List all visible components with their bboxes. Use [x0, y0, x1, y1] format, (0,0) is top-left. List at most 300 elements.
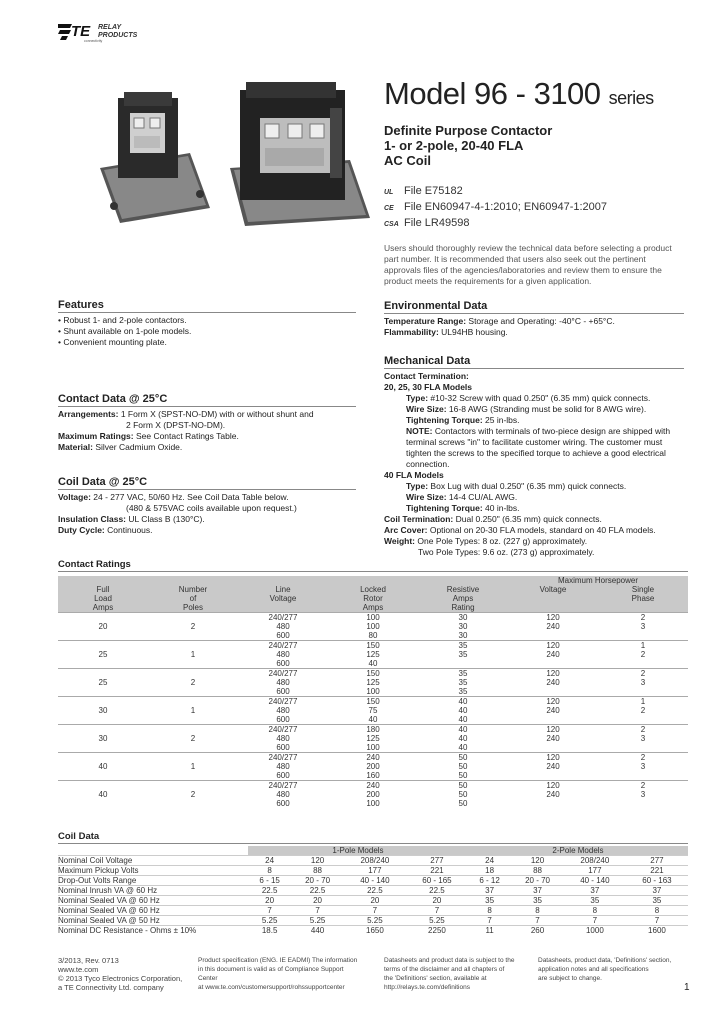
table-row [58, 650, 688, 659]
table-cell: 2 [190, 790, 196, 799]
table-cell: 200 [366, 790, 380, 799]
table-cell: 277 [650, 856, 664, 865]
table-cell: 125 [366, 678, 380, 687]
table-cell: 1 [190, 706, 196, 715]
table-cell: 2 [190, 734, 196, 743]
table-cell: 480 [276, 622, 290, 631]
table-row [58, 926, 688, 936]
table-cell: 125 [366, 650, 380, 659]
spec-value: UL Class B (130°C). [128, 514, 205, 524]
table-cell: 240 [546, 734, 560, 743]
mechanical-heading: Mechanical Data [384, 355, 684, 369]
table-cell: 208/240 [580, 856, 610, 865]
table-cell: 8 [592, 906, 598, 915]
table-cell: 20 [370, 896, 380, 905]
table-cell: 2 [640, 706, 646, 715]
cert-file: File EN60947-4-1:2010; EN60947-1:2007 [404, 201, 608, 213]
spec-label: Tightening Torque: [406, 415, 483, 425]
spec-value: Storage and Operating: -40°C - +65°C. [468, 316, 615, 326]
table-cell [148, 687, 238, 697]
coil-table-heading: Coil Data [58, 831, 688, 844]
table-cell: 20 [432, 896, 442, 905]
table-cell: 1650 [366, 926, 384, 935]
table-cell: 277 [430, 856, 444, 865]
certifications [384, 183, 607, 231]
table-cell: 50 [458, 799, 468, 808]
table-cell: 240/277 [268, 613, 298, 622]
table-cell: 240 [546, 706, 560, 715]
csa-mark-icon: CSA [384, 221, 399, 228]
table-cell [508, 799, 598, 808]
col-header: Locked Rotor Amps [328, 585, 418, 613]
footer-link[interactable]: http://relays.te.com/definitions [384, 984, 470, 991]
coil-data-table [58, 846, 688, 935]
table-cell [148, 753, 238, 763]
table-cell: 120 [546, 613, 560, 622]
spec-label: Flammability: [384, 327, 439, 337]
table-cell: 2 [640, 650, 646, 659]
table-cell: 35 [458, 687, 468, 696]
hp-group-header: Maximum Horsepower [508, 576, 688, 585]
table-cell: 50 [458, 762, 468, 771]
table-cell: 7 [592, 916, 598, 925]
page-title [384, 76, 654, 112]
spec-label: Voltage: [58, 492, 91, 502]
contact-ratings-table [58, 576, 688, 808]
spec-value: Box Lug with dual 0.250" (6.35 mm) quick connects. [430, 481, 627, 491]
table-row [58, 743, 688, 753]
table-cell: 37 [590, 886, 600, 895]
row-label: Nominal DC Resistance - Ohms ± 10% [58, 926, 197, 935]
list-item: • Shunt available on 1-pole models. [58, 326, 356, 337]
table-cell: 2 [640, 753, 646, 762]
table-row [58, 659, 688, 669]
table-cell [58, 771, 148, 781]
table-cell [58, 631, 148, 641]
table-cell [598, 715, 688, 725]
table-cell [148, 771, 238, 781]
environmental-heading: Environmental Data [384, 300, 684, 314]
footer-link[interactable]: www.te.com [58, 965, 99, 974]
contact-ratings-section [58, 559, 688, 808]
two-pole-contactor-image [230, 82, 370, 226]
table-cell: 100 [366, 687, 380, 696]
table-cell: 1 [190, 650, 196, 659]
col-header: Number of Poles [148, 585, 238, 613]
col-header: Single Phase [598, 585, 688, 613]
table-cell: 480 [276, 706, 290, 715]
footer-line: the 'Definitions' section, available at [384, 975, 487, 982]
table-cell: 35 [458, 641, 468, 650]
table-cell: 5.25 [367, 916, 383, 925]
list-item: • Robust 1- and 2-pole contactors. [58, 315, 356, 326]
table-cell: 30 [98, 706, 108, 715]
spec-value: Continuous. [107, 525, 153, 535]
table-cell: 600 [276, 771, 290, 780]
table-cell: 240/277 [268, 725, 298, 734]
table-row [58, 856, 688, 866]
cert-file: File E75182 [404, 185, 463, 197]
table-cell [58, 799, 148, 808]
coil-data-section [58, 476, 356, 536]
col-header: Voltage [508, 585, 598, 613]
ul-mark-icon: UL [384, 189, 394, 196]
table-row [58, 715, 688, 725]
table-cell: 50 [458, 771, 468, 780]
table-cell: 600 [276, 687, 290, 696]
table-cell: 25 [98, 650, 108, 659]
table-cell: 6 - 15 [259, 876, 280, 885]
spec-label: Arc Cover: [384, 525, 428, 535]
features-list [58, 315, 356, 348]
table-cell: 20 [265, 896, 275, 905]
spec-label: Material: [58, 442, 93, 452]
table-cell: 100 [366, 622, 380, 631]
table-cell: 3 [640, 622, 646, 631]
table-cell: 40 [458, 715, 468, 724]
table-cell: 35 [458, 650, 468, 659]
table-row [58, 687, 688, 697]
product-photo [90, 68, 375, 228]
table-cell: 120 [546, 669, 560, 678]
table-row [58, 706, 688, 715]
table-cell: 35 [458, 669, 468, 678]
spec-label: Coil Termination: [384, 514, 454, 524]
spec-label: Maximum Ratings: [58, 431, 134, 441]
table-cell: 221 [430, 866, 444, 875]
table-cell [598, 631, 688, 641]
table-cell [598, 799, 688, 808]
model-name: Model 96 - 3100 [384, 76, 601, 111]
contact-data-section [58, 393, 356, 453]
table-cell: 37 [652, 886, 662, 895]
table-cell: 480 [276, 678, 290, 687]
table-cell: 88 [533, 866, 542, 875]
table-cell: 30 [458, 613, 468, 622]
table-cell: 3 [640, 790, 646, 799]
row-label: Nominal Sealed VA @ 60 Hz [58, 906, 160, 915]
table-cell: 20 [98, 622, 108, 631]
table-cell: 40 [458, 725, 468, 734]
table-cell: 600 [276, 799, 290, 808]
table-cell: 8 [267, 866, 272, 875]
group-header: 2-Pole Models [468, 846, 688, 856]
table-cell: 25 [98, 678, 108, 687]
table-cell: 120 [310, 856, 325, 865]
table-cell: 37 [533, 886, 542, 895]
table-cell: 35 [590, 896, 600, 905]
table-cell: 40 - 140 [360, 876, 390, 885]
spec-value: See Contact Ratings Table. [135, 431, 239, 441]
table-cell [148, 659, 238, 669]
table-cell [58, 613, 148, 623]
subtitle-line: AC Coil [384, 153, 431, 168]
col-header: Full Load Amps [58, 585, 148, 613]
table-cell: 88 [313, 866, 323, 875]
table-row [58, 697, 688, 707]
table-cell: 50 [458, 781, 468, 790]
table-row [58, 678, 688, 687]
footer-line: Datasheets, product data, 'Definitions' section, [538, 957, 672, 964]
table-cell [148, 725, 238, 735]
table-cell: 7 [434, 906, 440, 915]
row-label: Nominal Sealed VA @ 50 Hz [58, 916, 160, 925]
table-cell: 600 [276, 715, 290, 724]
table-cell: 8 [535, 906, 540, 915]
table-row [58, 866, 688, 876]
table-cell: 80 [368, 631, 378, 640]
table-row [58, 771, 688, 781]
table-cell: 120 [546, 725, 560, 734]
table-cell [58, 725, 148, 735]
mechanical-section [384, 355, 684, 558]
table-cell: 35 [533, 896, 542, 905]
environmental-section [384, 300, 684, 338]
table-row [58, 753, 688, 763]
table-cell: 150 [366, 697, 380, 706]
table-cell [58, 715, 148, 725]
table-cell [508, 659, 598, 669]
spec-value: #10-32 Screw with quad 0.250" (6.35 mm) quick connects. [430, 393, 651, 403]
group-title: 40 FLA Models [384, 470, 444, 480]
table-cell: 20 - 70 [305, 876, 331, 885]
table-cell [148, 631, 238, 641]
table-cell [598, 771, 688, 781]
footer-line: Product specification (ENG. IE EADMI) The information [198, 957, 358, 964]
table-cell [148, 697, 238, 707]
spec-label: Duty Cycle: [58, 525, 105, 535]
spec-value: 25 in-lbs. [485, 415, 520, 425]
spec-label: Arrangements: [58, 409, 119, 419]
table-cell: 35 [652, 896, 662, 905]
table-cell: 50 [458, 753, 468, 762]
contact-data-heading: Contact Data @ 25°C [58, 393, 356, 407]
table-cell: 30 [98, 734, 108, 743]
spec-value: 24 - 277 VAC, 50/60 Hz. See Coil Data Table below. [93, 492, 289, 502]
spec-value: One Pole Types: 8 oz. (227 g) approximately. [417, 536, 588, 546]
footer-line: 3/2013, Rev. 0713 [58, 956, 119, 965]
table-cell: 240 [366, 781, 380, 790]
table-cell: 100 [366, 743, 380, 752]
selection-notice: Users should thoroughly review the technical data before selecting a product part number. It is recommended that users also seek out the pertinent approvals files of the agencies/laboratories and review them to ensure the product meets the requirements for a given application. [384, 243, 672, 286]
table-cell: 600 [276, 743, 290, 752]
footer-line: © 2013 Tyco Electronics Corporation, [58, 974, 183, 983]
page-number: 1 [684, 982, 690, 993]
table-cell: 600 [276, 659, 290, 668]
spec-value: Two Pole Types: 9.6 oz. (273 g) approximately. [418, 547, 595, 557]
table-cell: 2 [640, 669, 646, 678]
table-cell: 480 [276, 762, 290, 771]
table-cell: 208/240 [360, 856, 390, 865]
table-cell: 180 [366, 725, 380, 734]
table-cell: 480 [276, 790, 290, 799]
division-name: RELAY PRODUCTS [98, 24, 138, 39]
table-cell [148, 641, 238, 651]
table-cell: 5.25 [309, 916, 326, 925]
table-cell [148, 613, 238, 623]
table-cell: 22.5 [367, 886, 383, 895]
footer-col-4 [538, 956, 678, 983]
table-row [58, 762, 688, 771]
table-cell: 120 [546, 697, 560, 706]
table-cell: 7 [535, 916, 540, 925]
row-label: Drop-Out Volts Range [58, 876, 137, 885]
table-cell: 125 [366, 734, 380, 743]
table-cell: 3 [640, 734, 646, 743]
row-label: Nominal Coil Voltage [58, 856, 133, 865]
table-cell: 150 [366, 669, 380, 678]
row-label: Maximum Pickup Volts [58, 866, 139, 875]
table-cell: 7 [654, 916, 660, 925]
table-cell: 2 [640, 781, 646, 790]
features-section [58, 299, 356, 348]
table-cell: 440 [310, 926, 325, 935]
table-cell: 240 [546, 678, 560, 687]
table-cell: 60 - 163 [642, 876, 672, 885]
table-cell: 24 [265, 856, 275, 865]
table-cell: 3 [640, 678, 646, 687]
table-cell [58, 753, 148, 763]
table-cell: 240 [546, 762, 560, 771]
table-cell [58, 687, 148, 697]
table-cell: 480 [276, 734, 290, 743]
table-cell: 20 - 70 [525, 876, 550, 885]
table-cell: 22.5 [261, 886, 278, 895]
table-cell: 30 [458, 622, 468, 631]
table-cell: 40 [458, 706, 468, 715]
footer-line: a TE Connectivity Ltd. company [58, 983, 164, 992]
table-cell: 240/277 [268, 781, 298, 790]
table-cell [418, 659, 508, 669]
contact-ratings-heading: Contact Ratings [58, 559, 688, 572]
table-cell [508, 687, 598, 697]
spec-label: Weight: [384, 536, 416, 546]
table-cell: 160 [366, 771, 380, 780]
table-cell: 30 [458, 631, 468, 640]
spec-label: Type: [406, 393, 429, 403]
table-cell [508, 631, 598, 641]
table-cell [148, 669, 238, 679]
spec-label: Tightening Torque: [406, 503, 483, 513]
table-row [58, 799, 688, 808]
table-cell: 11 [485, 926, 494, 935]
spec-value: 2 Form X (DPST-NO-DM). [126, 420, 226, 430]
table-cell: 22.5 [429, 886, 445, 895]
te-logo [58, 22, 168, 44]
brand-tagline: connectivity [84, 39, 103, 43]
group-header: 1-Pole Models [248, 846, 468, 856]
table-cell [598, 659, 688, 669]
table-row [58, 906, 688, 916]
table-cell: 60 - 165 [422, 876, 452, 885]
subtitle-line: Definite Purpose Contactor [384, 123, 553, 138]
footer-col-1 [58, 956, 188, 992]
table-cell: 40 - 140 [580, 876, 610, 885]
spec-value: 1 Form X (SPST-NO-DM) with or without shunt and [120, 409, 314, 419]
table-cell: 221 [650, 866, 664, 875]
footer-link[interactable]: at www.te.com/customersupport/rohssupportcenter [198, 984, 345, 991]
footer-line: application notes and all specifications [538, 966, 649, 973]
table-cell: 100 [366, 613, 380, 622]
coil-table-section [58, 831, 688, 935]
table-cell: 5.25 [429, 916, 445, 925]
col-header: Resistive Amps Rating [418, 585, 508, 613]
table-row [58, 631, 688, 641]
table-cell [58, 743, 148, 753]
table-cell: 5.25 [261, 916, 278, 925]
table-row [58, 669, 688, 679]
table-cell [58, 781, 148, 791]
table-cell: 1 [640, 641, 646, 650]
table-cell: 240 [546, 790, 560, 799]
table-cell: 2 [190, 622, 196, 631]
table-cell: 1000 [585, 926, 604, 935]
table-cell: 100 [366, 799, 380, 808]
spec-value: Contactors with terminals of two-piece design are shipped with terminal screws "in" to facilitate customer wiring. The customer must tighten the screws to the specified torque to achieve a good electrical connection. [406, 426, 671, 469]
ce-mark-icon: CE [384, 205, 394, 212]
footer-line: are subject to change. [538, 975, 602, 982]
table-cell: 35 [485, 896, 495, 905]
footer-col-2 [198, 956, 363, 992]
product-subtitle [384, 123, 552, 168]
spec-label: Temperature Range: [384, 316, 467, 326]
table-cell: 20 [313, 896, 323, 905]
table-cell: 120 [546, 641, 560, 650]
subtitle-line: 1- or 2-pole, 20-40 FLA [384, 138, 524, 153]
table-cell [598, 687, 688, 697]
spec-label: Wire Size: [406, 492, 447, 502]
table-cell [508, 771, 598, 781]
table-cell: 240/277 [268, 753, 298, 762]
table-cell: 240 [546, 650, 560, 659]
table-cell [508, 743, 598, 753]
table-cell: 22.5 [309, 886, 326, 895]
row-label: Nominal Sealed VA @ 60 Hz [58, 896, 160, 905]
table-cell: 2 [640, 613, 646, 622]
table-row [58, 876, 688, 886]
table-cell: 8 [654, 906, 660, 915]
table-cell: 1600 [648, 926, 666, 935]
table-cell: 7 [315, 906, 320, 915]
spec-value: Dual 0.250" (6.35 mm) quick connects. [455, 514, 602, 524]
table-cell: 7 [372, 906, 378, 915]
table-cell: 1 [640, 697, 646, 706]
table-cell [58, 641, 148, 651]
table-row [58, 896, 688, 906]
table-cell: 2250 [428, 926, 446, 935]
spec-value: 14-4 CU/AL AWG. [448, 492, 518, 502]
spec-value: (480 & 575VAC coils available upon request.) [126, 503, 297, 513]
list-item: • Convenient mounting plate. [58, 337, 356, 348]
footer-line: Datasheets and product data is subject to the [384, 957, 515, 964]
footer-line: terms of the disclaimer and all chapters of [384, 966, 505, 973]
table-cell: 8 [487, 906, 492, 915]
table-cell: 120 [530, 856, 545, 865]
table-cell: 120 [546, 781, 560, 790]
table-cell: 37 [485, 886, 495, 895]
table-cell: 200 [366, 762, 380, 771]
table-cell: 40 [98, 762, 108, 771]
table-cell: 40 [368, 715, 378, 724]
table-cell: 240 [366, 753, 380, 762]
table-row [58, 916, 688, 926]
table-cell: 35 [458, 678, 468, 687]
te-logo-mark [58, 22, 96, 40]
contact-termination-label: Contact Termination: [384, 371, 469, 381]
row-label: Nominal Inrush VA @ 60 Hz [58, 886, 158, 895]
features-heading: Features [58, 299, 356, 313]
footer-col-3 [384, 956, 534, 992]
